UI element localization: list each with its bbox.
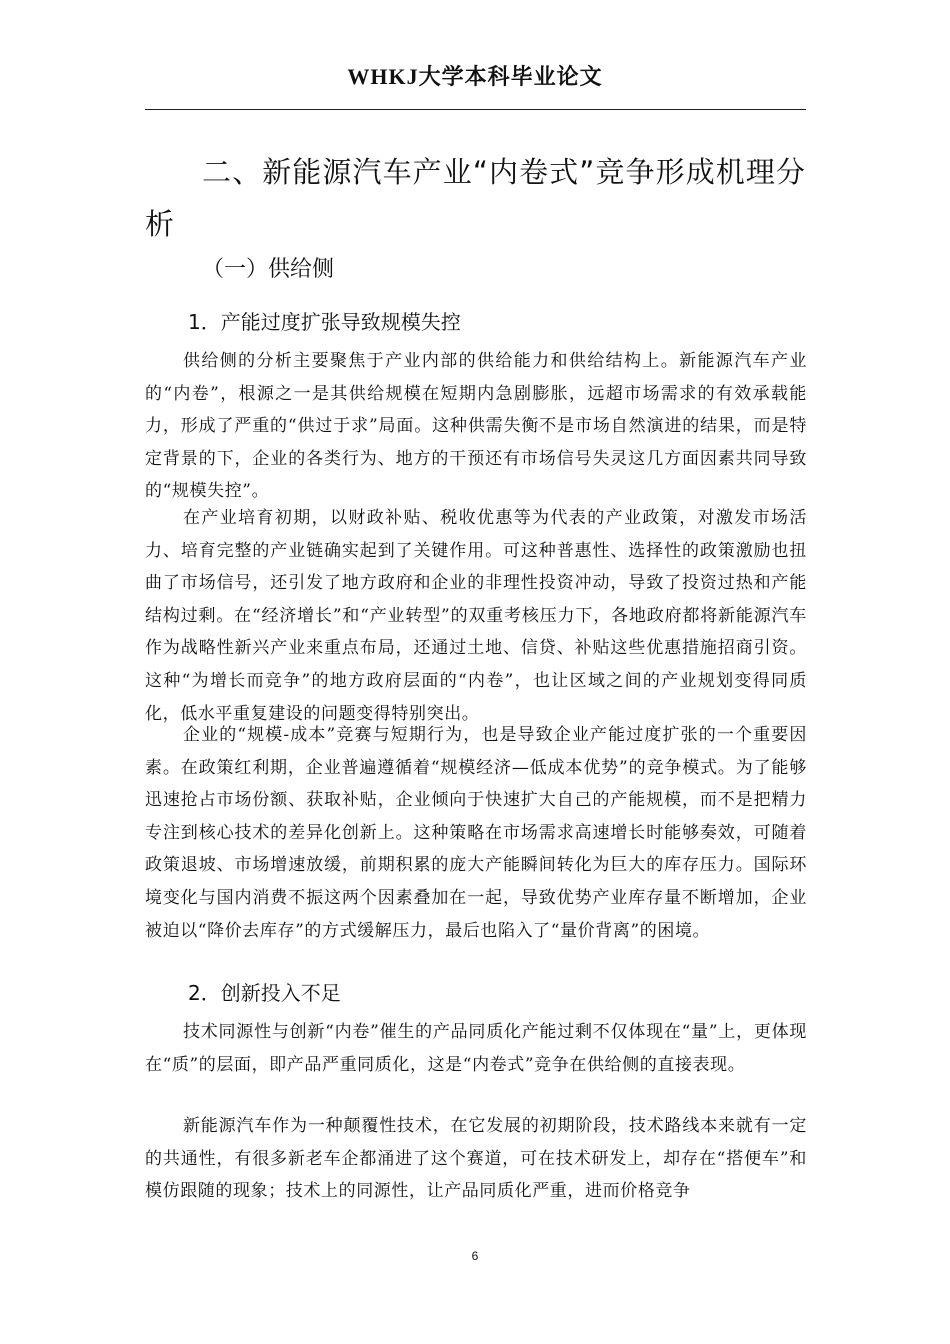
paragraph: 新能源汽车作为一种颠覆性技术，在它发展的初期阶段，技术路线本来就有一定的共通性，有很多新老车企都涌进了这个赛道，可在技术研发上，却存在“搭便车”和模仿跟随的现象；技术上的同源性，让产品同质化严重，进而价格竞争 bbox=[145, 1116, 807, 1202]
paragraph: 技术同源性与创新“内卷”催生的产品同质化产能过剩不仅体现在“量”上，更体现在“质”的层面，即产品严重同质化，这是“内卷式”竞争在供给侧的直接表现。 bbox=[145, 1022, 807, 1075]
paragraph: 供给侧的分析主要聚焦于产业内部的供给能力和供给结构上。新能源汽车产业的“内卷”，根源之一是其供给规模在短期内急剧膨胀，远超市场需求的有效承载能力，形成了严重的“供过于求”局面。这种供需失衡不是市场自然演进的结果，而是特定背景的下，企业的各类行为、地方的干预还有市场信号失灵这几方面因素共同导致的“规模失控”。 bbox=[145, 351, 807, 502]
section-title: （一）供给侧 bbox=[202, 257, 335, 282]
subsection-title-2: 2．创新投入不足 bbox=[188, 981, 341, 1005]
running-header: WHKJ大学本科毕业论文 bbox=[347, 64, 603, 89]
header-rule bbox=[145, 109, 806, 110]
paragraph: 在产业培育初期，以财政补贴、税收优惠等为代表的产业政策，对激发市场活力、培育完整的产业链确实起到了关键作用。可这种普惠性、选择性的政策激励也扭曲了市场信号，还引发了地方政府和企业的非理性投资冲动，导致了投资过热和产能结构过剩。在“经济增长”和“产业转型”的双重考核压力下，各地政府都将新能源汽车作为战略性新兴产业来重点布局，还通过土地、信贷、补贴这些优惠措施招商引资。这种“为增长而竞争”的地方政府层面的“内卷”，也让区域之间的产业规划变得同质化，低水平重复建设的问题变得特别突出。 bbox=[145, 508, 807, 724]
chapter-title: 二、新能源汽车产业“内卷式”竞争形成机理分析 bbox=[145, 155, 805, 241]
subsection-title-1: 1．产能过度扩张导致规模失控 bbox=[188, 310, 461, 334]
paragraph: 企业的“规模-成本”竞赛与短期行为，也是导致企业产能过度扩张的一个重要因素。在政策红利期，企业普遍遵循着“规模经济—低成本优势”的竞争模式。为了能够迅速抢占市场份额、获取补贴，企业倾向于快速扩大自己的产能规模，而不是把精力专注到核心技术的差异化创新上。这种策略在市场需求高速增长时能够奏效，可随着政策退坡、市场增速放缓，前期积累的庞大产能瞬间转化为巨大的库存压力。国际环境变化与国内消费不振这两个因素叠加在一起，导致优势产业库存量不断增加，企业被迫以“降价去库存”的方式缓解压力，最后也陷入了“量价背离”的困境。 bbox=[145, 725, 807, 941]
page-number: 6 bbox=[471, 1249, 479, 1263]
